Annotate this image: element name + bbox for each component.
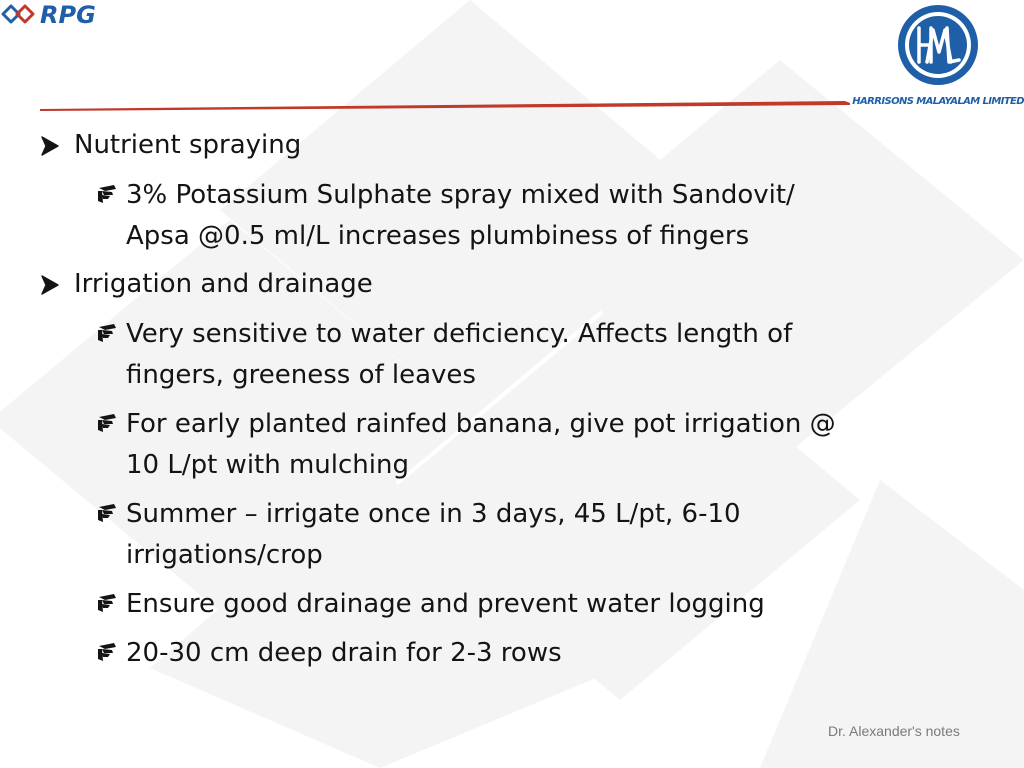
hml-logo (893, 0, 983, 94)
list-item (92, 633, 856, 674)
arrowhead-bullet-icon (36, 264, 74, 306)
rpg-logo (0, 0, 140, 30)
header-divider (40, 100, 850, 112)
list-item-text: Very sensitive to water deficiency. Affects length of fingers, greeness of leaves (126, 319, 793, 390)
section-heading (36, 125, 301, 167)
list-item-text: 3% Potassium Sulphate spray mixed with Sandovit/ Apsa @0.5 ml/L increases plumbiness of fingers (126, 180, 795, 251)
pointing-hand-bullet-icon (92, 175, 126, 216)
list-item-text: 20-30 cm deep drain for 2-3 rows (126, 638, 562, 668)
list-item-text: Ensure good drainage and prevent water logging (126, 589, 765, 619)
rpg-logo-text: RPG (40, 1, 96, 29)
pointing-hand-bullet-icon (92, 494, 126, 535)
section-heading (36, 264, 373, 306)
pointing-hand-bullet-icon (92, 314, 126, 355)
list-item (92, 175, 856, 257)
pointing-hand-bullet-icon (92, 584, 126, 625)
list-item (92, 494, 856, 576)
list-item-text: For early planted rainfed banana, give pot irrigation @ 10 L/pt with mulching (126, 409, 836, 480)
list-item-text: Summer – irrigate once in 3 days, 45 L/pt, 6-10 irrigations/crop (126, 499, 741, 570)
pointing-hand-bullet-icon (92, 404, 126, 445)
footer-note: Dr. Alexander's notes (828, 723, 960, 739)
arrowhead-bullet-icon (36, 125, 74, 167)
section-heading-text: Irrigation and drainage (74, 269, 373, 299)
list-item (92, 404, 856, 486)
pointing-hand-bullet-icon (92, 633, 126, 674)
company-caption: HARRISONS MALAYALAM LIMITED (852, 96, 1024, 107)
list-item (92, 584, 856, 625)
list-item (92, 314, 856, 396)
section-heading-text: Nutrient spraying (74, 130, 302, 160)
